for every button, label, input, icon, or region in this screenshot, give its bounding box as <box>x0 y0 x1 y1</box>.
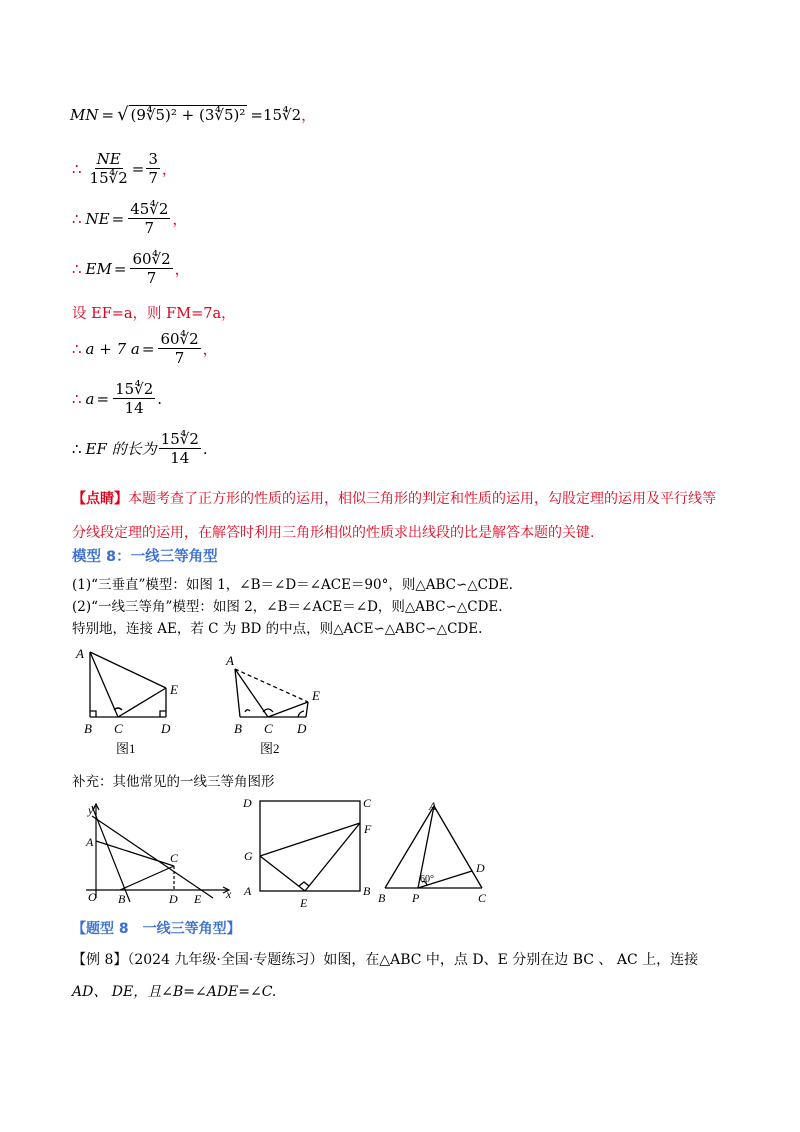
mn-rhs: =15∜2 <box>250 105 302 124</box>
model-items <box>72 574 513 640</box>
mn-eq: = <box>101 105 115 124</box>
fig4-label-g: G <box>244 849 253 863</box>
fig5-label-a: A <box>429 800 437 813</box>
a7a-fraction <box>158 330 200 367</box>
type-heading: 【题型 8 一线三等角型】 <box>72 921 241 937</box>
fig3-label-y: y <box>88 803 94 817</box>
ne-fraction <box>128 200 170 237</box>
therefore-symbol: ∴ <box>72 439 82 458</box>
comment-text-1: 本题考查了正方形的性质的运用，相似三角形的判定和性质的运用，勾股定理的运用及平行线等 <box>128 491 716 507</box>
fig4-label-a: A <box>244 884 252 898</box>
ne-ratio-num: NE <box>96 150 121 168</box>
fig1-label-e: E <box>170 682 178 697</box>
figure-3 <box>78 798 238 908</box>
example-block <box>72 944 698 1008</box>
em-den: 7 <box>146 269 157 287</box>
model-item-2: (2)“一线三等角”模型：如图 2，∠B＝∠ACE＝∠D，则△ABC∽△CDE. <box>72 599 503 615</box>
fig4-label-d: D <box>243 796 252 810</box>
ne-ratio-fraction <box>88 150 130 187</box>
comment-tag: 【点睛】 <box>72 491 128 507</box>
mn-tail: ， <box>301 106 317 124</box>
fig5-label-d: D <box>476 861 485 875</box>
fig2-label-e: E <box>312 688 320 703</box>
ef-lhs: EF 的长为 <box>85 440 157 458</box>
ne-equation <box>72 200 187 237</box>
em-num: 60∜2 <box>132 250 171 268</box>
fig4-label-b: B <box>363 884 371 898</box>
therefore-symbol: ∴ <box>72 339 82 358</box>
fig3-label-c: C <box>170 851 179 865</box>
a-den: 14 <box>124 399 144 417</box>
a7a-equation <box>72 330 218 367</box>
a-lhs: a <box>85 389 95 408</box>
therefore-symbol: ∴ <box>72 209 82 228</box>
mn-lhs: MN <box>70 105 99 124</box>
example-line-1: 【例 8】（2024 九年级·全国·专题练习）如图，在△ABC 中，点 D、E 分别在边 BC 、 AC 上，连接 <box>72 952 699 968</box>
ne-eq: = <box>111 209 125 228</box>
fig2-label-a: A <box>226 653 234 668</box>
a-eq: = <box>96 389 110 408</box>
a7a-eq: = <box>141 339 155 358</box>
fig3-label-o: O <box>88 890 97 904</box>
fig2-label-b: B <box>234 721 242 736</box>
ef-equation <box>72 430 208 467</box>
a-equation <box>72 380 162 417</box>
ef-tail: . <box>202 439 208 458</box>
em-equation <box>72 250 190 287</box>
mn-equation <box>70 104 316 125</box>
figure-1 <box>70 640 190 760</box>
ne-ratio-tail: ， <box>161 160 177 178</box>
therefore-symbol: ∴ <box>72 389 82 408</box>
therefore-symbol: ∴ <box>72 259 82 278</box>
fig1-label-c: C <box>114 721 123 736</box>
fig3-label-d: D <box>169 892 178 906</box>
three-num: 3 <box>148 150 158 168</box>
mn-root-sign: √ <box>117 104 129 125</box>
fig4-label-e: E <box>300 896 308 910</box>
comment-text-2: 分线段定理的运用，在解答时利用三角形相似的性质求出线段的比是解答本题的关键. <box>72 525 595 541</box>
em-eq: = <box>113 259 127 278</box>
set-variable-line: 设 EF=a，则 FM=7a， <box>72 306 236 322</box>
figure-5 <box>372 800 512 908</box>
fig5-label-c: C <box>478 891 487 905</box>
em-tail: ， <box>174 260 190 278</box>
a7a-den: 7 <box>174 349 185 367</box>
ne-lhs: NE <box>85 209 110 228</box>
fig3-label-a: A <box>86 835 94 849</box>
model-item-3: 特别地，连接 AE，若 C 为 BD 的中点，则△ACE∽△ABC∽△CDE. <box>72 621 483 637</box>
ef-num: 15∜2 <box>160 430 199 448</box>
fig4-label-f: F <box>364 822 372 836</box>
ne-num: 45∜2 <box>130 200 169 218</box>
therefore-symbol: ∴ <box>72 159 82 178</box>
fig4-label-c: C <box>363 796 372 810</box>
fig5-label-b: B <box>378 891 386 905</box>
figure-2 <box>220 640 340 760</box>
a-tail: . <box>157 389 163 408</box>
comment-line-1 <box>72 482 716 516</box>
fig3-label-e: E <box>194 892 202 906</box>
model-item-1: (1)“三垂直”模型：如图 1，∠B＝∠D＝∠ACE＝90°，则△ABC∽△CDE. <box>72 577 513 593</box>
fig5-label-p: P <box>412 891 420 905</box>
fig3-label-x: x <box>226 887 232 901</box>
comment-block <box>72 482 716 550</box>
fig1-label-b: B <box>84 721 92 736</box>
example-line-2: AD、 DE，且∠B=∠ADE=∠C. <box>72 984 277 1000</box>
ne-tail: ， <box>172 210 188 228</box>
figure-4 <box>240 793 380 911</box>
ne-ratio-equation <box>72 150 177 187</box>
ne-ratio-den: 15∜2 <box>89 169 128 187</box>
ef-fraction <box>159 430 201 467</box>
a7a-tail: ， <box>202 340 218 358</box>
fig2-caption: 图2 <box>260 741 280 756</box>
em-fraction <box>130 250 172 287</box>
fig2-label-c: C <box>264 721 273 736</box>
ne-ratio-eq: = <box>131 159 145 178</box>
mn-root-expr: (9∜5)² + (3∜5)² <box>130 106 246 124</box>
a7a-lhs: a + 7 a <box>85 339 140 358</box>
fig3-label-b: B <box>118 892 126 906</box>
em-lhs: EM <box>85 259 112 278</box>
a7a-num: 60∜2 <box>160 330 199 348</box>
model-heading: 模型 8：一线三等角型 <box>72 549 218 565</box>
ef-den: 14 <box>170 449 190 467</box>
fig2-label-d: D <box>297 721 307 736</box>
fig5-angle-label: 60° <box>420 874 434 885</box>
fig1-caption: 图1 <box>116 741 136 756</box>
supplement-text: 补充：其他常见的一线三等角图形 <box>72 774 275 790</box>
a-fraction <box>113 380 155 417</box>
three-sevenths-fraction <box>146 150 160 187</box>
fig1-label-a: A <box>76 646 84 661</box>
ne-den: 7 <box>144 219 155 237</box>
a-num: 15∜2 <box>115 380 154 398</box>
fig1-label-d: D <box>161 721 171 736</box>
seven-den: 7 <box>148 169 158 187</box>
